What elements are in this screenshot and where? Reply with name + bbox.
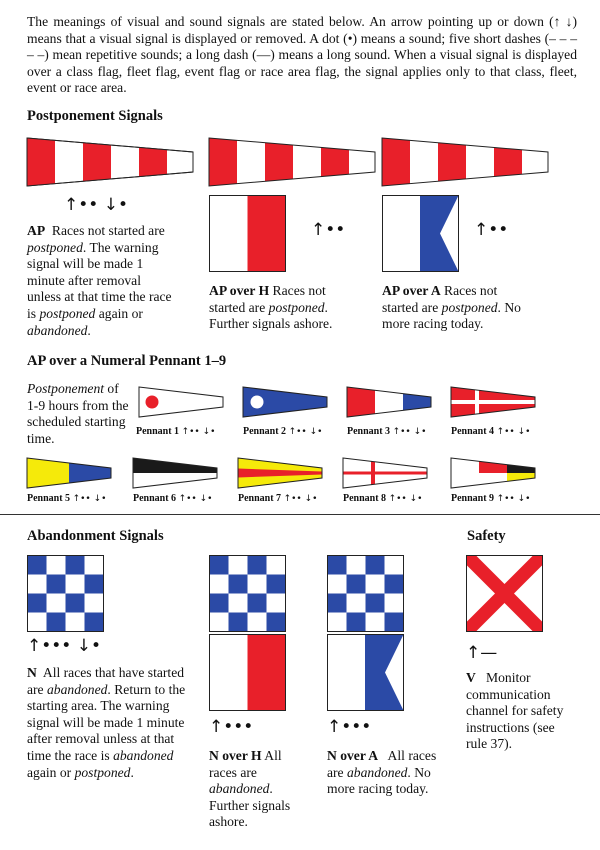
n-sound-signal: ↑••• ↓• — [27, 636, 102, 656]
numeral-pennant-5 — [27, 458, 111, 488]
a-flag — [382, 195, 459, 272]
apa-description: AP over A Races not started are postponed. No more racing today. — [382, 283, 521, 332]
pennant-8-label: Pennant 8 ↑•• ↓• — [343, 493, 423, 504]
ap-pennant-flag — [27, 138, 193, 186]
na-n-flag — [327, 555, 404, 632]
n-description: N All races that have started are abandoned. Return to the starting area. The warning signal will be made 1 minute after removal unless at that time the race is abandoned again or postponed. — [27, 665, 186, 780]
ap-title: AP — [27, 223, 46, 238]
ap-stripe-5 — [139, 147, 167, 176]
ap-description: AP Races not started are postponed. The warning signal will be made 1 minute after removal unless at that time the race is postponed again or abandoned. — [27, 223, 172, 338]
pennant-5-label: Pennant 5 ↑•• ↓• — [27, 493, 107, 504]
apa-pennant-flag — [382, 138, 548, 186]
nh-h-flag — [209, 634, 286, 711]
numeral-heading: AP over a Numeral Pennant 1–9 — [27, 353, 227, 369]
ap-stripe-1 — [27, 138, 55, 186]
pennant-7-label: Pennant 7 ↑•• ↓• — [238, 493, 318, 504]
postponement-heading: Postponement Signals — [27, 108, 163, 124]
numeral-pennant-3 — [347, 387, 431, 417]
pennant-1-label: Pennant 1 ↑•• ↓• — [136, 426, 216, 437]
safety-heading: Safety — [467, 528, 506, 544]
v-description: V Monitor communication channel for safety instructions (see rule 37). — [466, 670, 564, 752]
h-flag — [209, 195, 286, 272]
ap-stripe-3 — [83, 143, 111, 182]
numeral-pennant-7 — [238, 458, 322, 488]
v-flag — [466, 555, 543, 632]
pennant-3-label: Pennant 3 ↑•• ↓• — [347, 426, 427, 437]
section-divider — [0, 514, 600, 515]
numeral-pennant-4 — [451, 387, 535, 417]
ap-sound-signal: ↑•• ↓• — [64, 195, 128, 215]
numeral-pennant-6 — [133, 458, 217, 488]
n-flag — [27, 555, 104, 632]
pennant-4-label: Pennant 4 ↑•• ↓• — [451, 426, 531, 437]
nh-description: N over H All races are abandoned. Further signals ashore. — [209, 748, 291, 830]
na-sound-signal: ↑••• — [327, 717, 372, 737]
abandonment-heading: Abandonment Signals — [27, 528, 164, 544]
v-sound-signal: ↑— — [466, 643, 498, 663]
apa-sound-signal: ↑•• — [474, 220, 509, 240]
aph-description: AP over H Races not started are postponed. Further signals ashore. — [209, 283, 333, 332]
numeral-pennant-8 — [343, 458, 427, 488]
aph-sound-signal: ↑•• — [311, 220, 346, 240]
intro-paragraph: The meanings of visual and sound signals are stated below. An arrow pointing up or down (↑ ↓) means that a visual signal is displayed or removed. A dot (•) means a sound; five short dashes (– – – – –) mean repetitive sounds; a long dash (—) means a long sound. When a visual signal is displayed over a class flag, fleet flag, event flag or race area flag, the signal applies only to that class, fleet, event or race area. — [27, 14, 577, 96]
numeral-pennant-9 — [451, 458, 535, 488]
na-a-flag — [327, 634, 404, 711]
nh-n-flag — [209, 555, 286, 632]
nh-sound-signal: ↑••• — [209, 717, 254, 737]
pennant-2-label: Pennant 2 ↑•• ↓• — [243, 426, 323, 437]
na-description: N over A All races are abandoned. No more racing today. — [327, 748, 437, 797]
numeral-pennant-2 — [243, 387, 327, 417]
pennant-6-label: Pennant 6 ↑•• ↓• — [133, 493, 213, 504]
pennant-9-label: Pennant 9 ↑•• ↓• — [451, 493, 531, 504]
numeral-pennant-1 — [139, 387, 223, 417]
numeral-description: Postponement of 1-9 hours from the scheduled starting time. — [27, 381, 129, 446]
aph-pennant-flag — [209, 138, 375, 186]
